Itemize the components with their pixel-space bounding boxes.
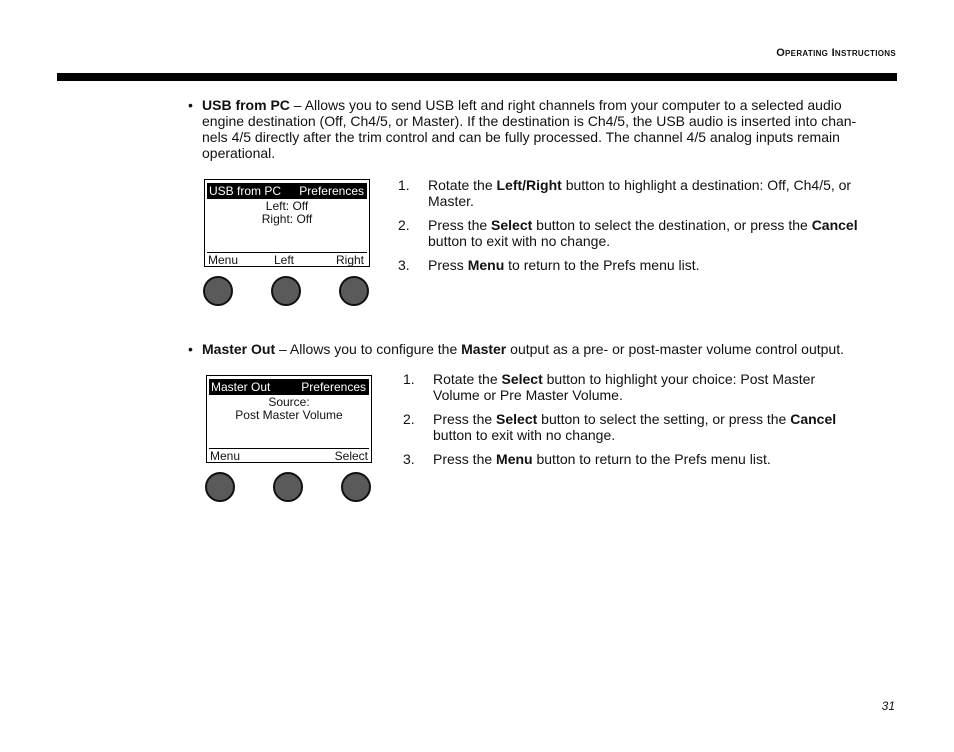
knob-right[interactable] (339, 276, 369, 306)
master-steps (403, 371, 898, 475)
step-item: 2. Press the Select button to select the destination, or press the Cancel button to exit with no change. (398, 217, 858, 249)
knob-left[interactable] (205, 472, 235, 502)
running-header: Operating Instructions (776, 47, 896, 59)
step-item: 3. Press Menu to return to the Prefs menu list. (398, 257, 700, 273)
lcd-title-bar: USB from PC Preferences (207, 183, 367, 199)
usb-steps (398, 177, 898, 281)
master-bullet: • Master Out – Allows you to configure the Master output as a pre- or post-master volume control output. (188, 341, 844, 357)
lcd-line-2: Post Master Volume (235, 408, 343, 422)
header-rule (57, 73, 897, 81)
knob-middle[interactable] (271, 276, 301, 306)
softkey-label-right: Right (335, 253, 364, 267)
step-item: 1. Rotate the Left/Right button to highlight a destination: Off, Ch4/5, or Master. (398, 177, 852, 209)
softkey-label-right: Select (334, 449, 368, 463)
step-item: 2. Press the Select button to select the setting, or press the Cancel button to exit with no change. (403, 411, 837, 443)
master-lcd-display (206, 375, 372, 463)
softkey-label-left: Menu (210, 449, 241, 463)
step-item: 3. Press the Menu button to return to the Prefs menu list. (403, 451, 771, 467)
knob-right[interactable] (341, 472, 371, 502)
knob-middle[interactable] (273, 472, 303, 502)
lcd-line-2: Right: Off (261, 212, 313, 226)
bullet-dot: • (188, 97, 193, 113)
step-item: 1. Rotate the Select button to highlight your choice: Post Master Volume or Pre Master Volume. (403, 371, 816, 403)
lcd-line-1: Left: Off (265, 199, 309, 213)
softkey-label-mid: Left (274, 253, 295, 267)
knob-left[interactable] (203, 276, 233, 306)
lcd-line-1: Source: (268, 395, 310, 409)
usb-lcd-display (204, 179, 370, 267)
page-number: 31 (881, 699, 895, 713)
usb-bullet: • USB from PC – Allows you to send USB left and right channels from your computer to a selected audio engine destination (Off, Ch4/5, or Master). If the destination is Ch4/5, the USB audio is inserted into chan- nels 4/5 directly after the trim control and can be fully processed. The channel 4/5 analog inputs remain operational. (188, 97, 857, 161)
bullet-dot: • (188, 341, 193, 357)
softkey-label-left: Menu (208, 253, 239, 267)
lcd-title-bar: Master Out Preferences (209, 379, 369, 395)
